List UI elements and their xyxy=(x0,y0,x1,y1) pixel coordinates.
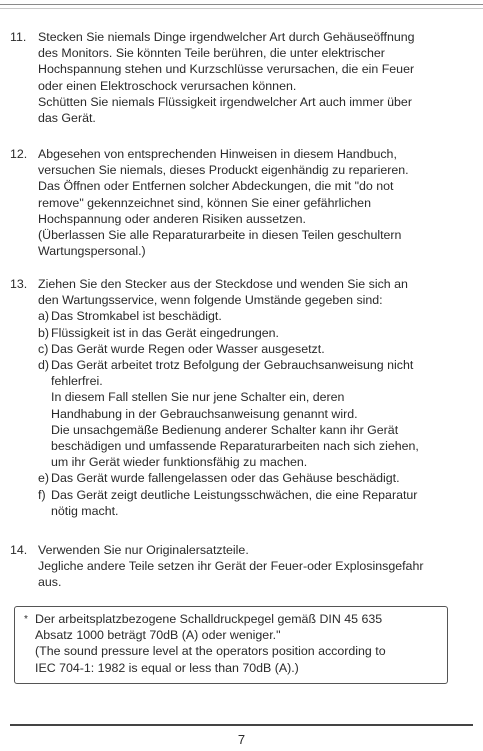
note-text-line: IEC 704-1: 1982 is equal or less than 70dB (A).) xyxy=(35,660,299,675)
item-text-line: Stecken Sie niemals Dinge irgendwelcher Art durch Gehäuseöffnung xyxy=(38,30,415,44)
bottom-rule xyxy=(10,724,473,726)
item-text-line: Schütten Sie niemals Flüssigkeit irgendwelcher Art auch immer über xyxy=(38,94,412,109)
note-text-line: Absatz 1000 beträgt 70dB (A) oder weniger." xyxy=(35,628,281,643)
subitem-text: Das Gerät zeigt deutliche Leistungsschwächen, die eine Reparatur xyxy=(51,487,418,502)
subitem-b xyxy=(38,325,472,341)
list-item-13 xyxy=(10,276,472,519)
footnote-asterisk: * xyxy=(24,614,28,625)
item-number: 13. xyxy=(10,277,28,291)
subitem-letter: e) xyxy=(38,471,50,486)
subitem-letter: c) xyxy=(38,341,49,356)
item-text-line: remove" gekennzeichnet sind, können Sie einer gefährlichen xyxy=(38,195,371,210)
subitem-text: Handhabung in der Gebrauchsanweisung genannt wird. xyxy=(51,406,358,421)
note-text-line: (The sound pressure level at the operators position according to xyxy=(35,644,386,659)
subitem-text: um ihr Gerät wieder funktionsfähig zu machen. xyxy=(51,455,308,470)
page-number: 7 xyxy=(237,732,246,747)
top-rule-secondary xyxy=(0,8,483,9)
subitem-text: Flüssigkeit ist in das Gerät eingedrungen. xyxy=(51,325,279,340)
item-text-line: des Monitors. Sie könnten Teile berühren, die unter elektrischer xyxy=(38,46,385,61)
subitem-text: nötig macht. xyxy=(51,503,119,518)
item-text-line: aus. xyxy=(38,575,62,590)
item-number: 12. xyxy=(10,147,28,161)
item-text-line: Verwenden Sie nur Originalersatzteile. xyxy=(38,543,249,557)
item-text-line: Hochspannung oder anderen Risiken aussetzen. xyxy=(38,211,306,226)
subitem-text: beschädigen und umfassende Reparaturarbeiten nach sich ziehen, xyxy=(51,439,419,454)
item-text-line: (Überlassen Sie alle Reparaturarbeite in diesen Teilen geschultern xyxy=(38,228,402,243)
item-text-line: Hochspannung stehen und Kurzschlüsse verursachen, die ein Feuer xyxy=(38,62,415,77)
item-text-line: Wartungspersonal.) xyxy=(38,244,146,259)
subitem-c xyxy=(38,341,472,357)
note-text-line: Der arbeitsplatzbezogene Schalldruckpegel gemäß DIN 45 635 xyxy=(35,612,383,626)
subitem-text: Das Stromkabel ist beschädigt. xyxy=(51,309,222,324)
list-item-14 xyxy=(10,542,472,591)
subitem-e xyxy=(38,470,472,486)
item-text-line: oder einen Elektroschock verursachen können. xyxy=(38,78,297,93)
item-text-line: den Wartungsservice, wenn folgende Umstände gegeben sind: xyxy=(38,293,383,308)
subitem-text: In diesem Fall stellen Sie nur jene Schalter ein, deren xyxy=(51,390,345,405)
subitem-text: Das Gerät wurde Regen oder Wasser ausgesetzt. xyxy=(51,341,325,356)
subitem-text: Das Gerät wurde fallengelassen oder das Gehäuse beschädigt. xyxy=(51,471,400,486)
item-text-line: Ziehen Sie den Stecker aus der Steckdose und wenden Sie sich an xyxy=(38,277,408,291)
subitem-text: fehlerfrei. xyxy=(51,374,103,389)
subitem-text: Das Gerät arbeitet trotz Befolgung der Gebrauchsanweisung nicht xyxy=(51,358,414,373)
subitem-letter: b) xyxy=(38,325,50,340)
sound-level-note-box xyxy=(14,606,448,684)
item-text-line: Abgesehen von entsprechenden Hinweisen in diesem Handbuch, xyxy=(38,147,397,161)
subitem-letter: d) xyxy=(38,358,50,373)
item-text-line: das Gerät. xyxy=(38,111,96,126)
subitem-letter: f) xyxy=(38,487,46,502)
subitem-d xyxy=(38,357,472,373)
item-text-line: Das Öffnen oder Entfernen solcher Abdeckungen, die mit "do not xyxy=(38,179,394,194)
item-number: 11. xyxy=(10,30,27,44)
item-text-line: versuchen Sie niemals, dieses Produckt eigenhändig zu reparieren. xyxy=(38,163,409,178)
list-item-12 xyxy=(10,146,472,259)
subitem-a xyxy=(38,308,472,324)
subitem-f xyxy=(38,487,472,503)
subitem-letter: a) xyxy=(38,309,50,324)
top-rule xyxy=(0,4,483,5)
item-number: 14. xyxy=(10,543,28,557)
item-text-line: Jegliche andere Teile setzen ihr Gerät der Feuer-oder Explosinsgefahr xyxy=(38,559,424,574)
subitem-text: Die unsachgemäße Bedienung anderer Schalter kann ihr Gerät xyxy=(51,422,399,437)
list-item-11 xyxy=(10,29,472,126)
